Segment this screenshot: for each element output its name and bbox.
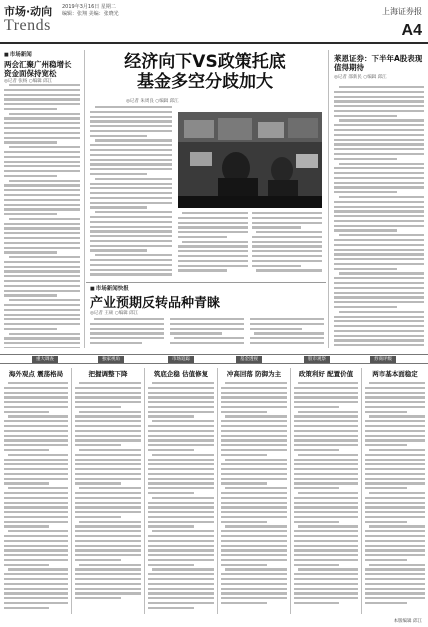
lead-headline [90, 52, 320, 92]
lead-story-body-col3 [252, 212, 322, 278]
bottom-column-body [365, 382, 425, 614]
bottom-column-headline: 筑底企稳 估值修复 [153, 370, 209, 378]
column-divider [290, 368, 291, 614]
issue-date: 2019年3月16日 星期二 [62, 4, 116, 10]
column-divider [217, 368, 218, 614]
left-story [4, 50, 80, 84]
issue-info [62, 4, 119, 18]
masthead [0, 0, 428, 44]
column-divider [71, 368, 72, 614]
lead-story-body-col2 [178, 212, 248, 278]
mid-story-body-col3 [250, 318, 324, 350]
section-tab-bar [0, 354, 428, 364]
bottom-column-body [221, 382, 287, 614]
lead-story-body-col1 [90, 106, 172, 278]
lead-headline-line1: 经济向下VS政策托底 [124, 52, 286, 72]
section-tab: 独家视角 [98, 356, 124, 363]
bottom-column-body [75, 382, 141, 614]
newspaper-brand: 上海证券报 [382, 7, 422, 16]
left-story-headline: 两会汇聚广州稳增长 资金面保持宽松 [4, 60, 72, 78]
bottom-column [4, 370, 68, 381]
section-tab: 券商评级 [370, 356, 396, 363]
bottom-column-headline: 海外观点 震荡格局 [8, 370, 64, 378]
left-story-kicker: ■ 市场新闻 [4, 50, 80, 58]
bottom-column-body [148, 382, 214, 614]
page-number: A4 [401, 22, 422, 39]
bottom-column-headline: 两市基本面稳定 [372, 370, 418, 378]
bottom-column-headline: 政策利好 配置价值 [298, 370, 354, 378]
mid-story-kicker: ■ 市场新闻快报 [90, 284, 129, 292]
left-story-byline: ◎记者 张杨 ○编辑 邱江 [4, 79, 53, 84]
news-photo [178, 112, 322, 208]
mid-story-body-col2 [170, 318, 244, 350]
right-story-headline: 莱恩证券：下半年A股表现值得期待 [334, 54, 423, 72]
trading-room-image [178, 112, 322, 208]
lead-headline-line2: 基金多空分歧加大 [137, 72, 273, 92]
bottom-column-headline: 冲高回落 防御为主 [226, 370, 282, 378]
mid-story-body-col1 [90, 318, 164, 350]
bottom-column-body [4, 382, 68, 614]
right-story [334, 54, 424, 80]
section-subtitle: Trends [4, 17, 51, 34]
right-story-byline: ◎记者 邵新民 ○编辑 邱江 [334, 75, 387, 80]
issue-editors: 编辑：张翔 美编：张晓光 [62, 11, 119, 17]
section-tab: 基金透视 [236, 356, 262, 363]
bottom-column [365, 370, 425, 381]
section-rule [86, 282, 326, 283]
mid-story-headline: 产业预期反转品种青睐 [90, 296, 221, 311]
column-divider [361, 368, 362, 614]
bottom-column [221, 370, 287, 381]
section-tab: 股市观察 [304, 356, 330, 363]
left-story-body [4, 84, 80, 348]
section-tab: 重大调查 [32, 356, 58, 363]
section-tab: 市场追踪 [168, 356, 194, 363]
column-divider [84, 50, 85, 348]
section-title: 市场·动向 [4, 5, 53, 18]
mid-story-byline: ◎记者 王硕 ○编辑 邱江 [90, 311, 139, 316]
page-footer-note: 本版编辑 邱江 [393, 619, 422, 624]
bottom-column-headline: 把握调整下降 [88, 370, 128, 378]
lead-byline: ◎记者 朱周良 ○编辑 邱江 [126, 99, 179, 104]
column-divider [144, 368, 145, 614]
bottom-column-body [294, 382, 358, 614]
bottom-column [75, 370, 141, 381]
bottom-column [294, 370, 358, 381]
bottom-column [148, 370, 214, 381]
